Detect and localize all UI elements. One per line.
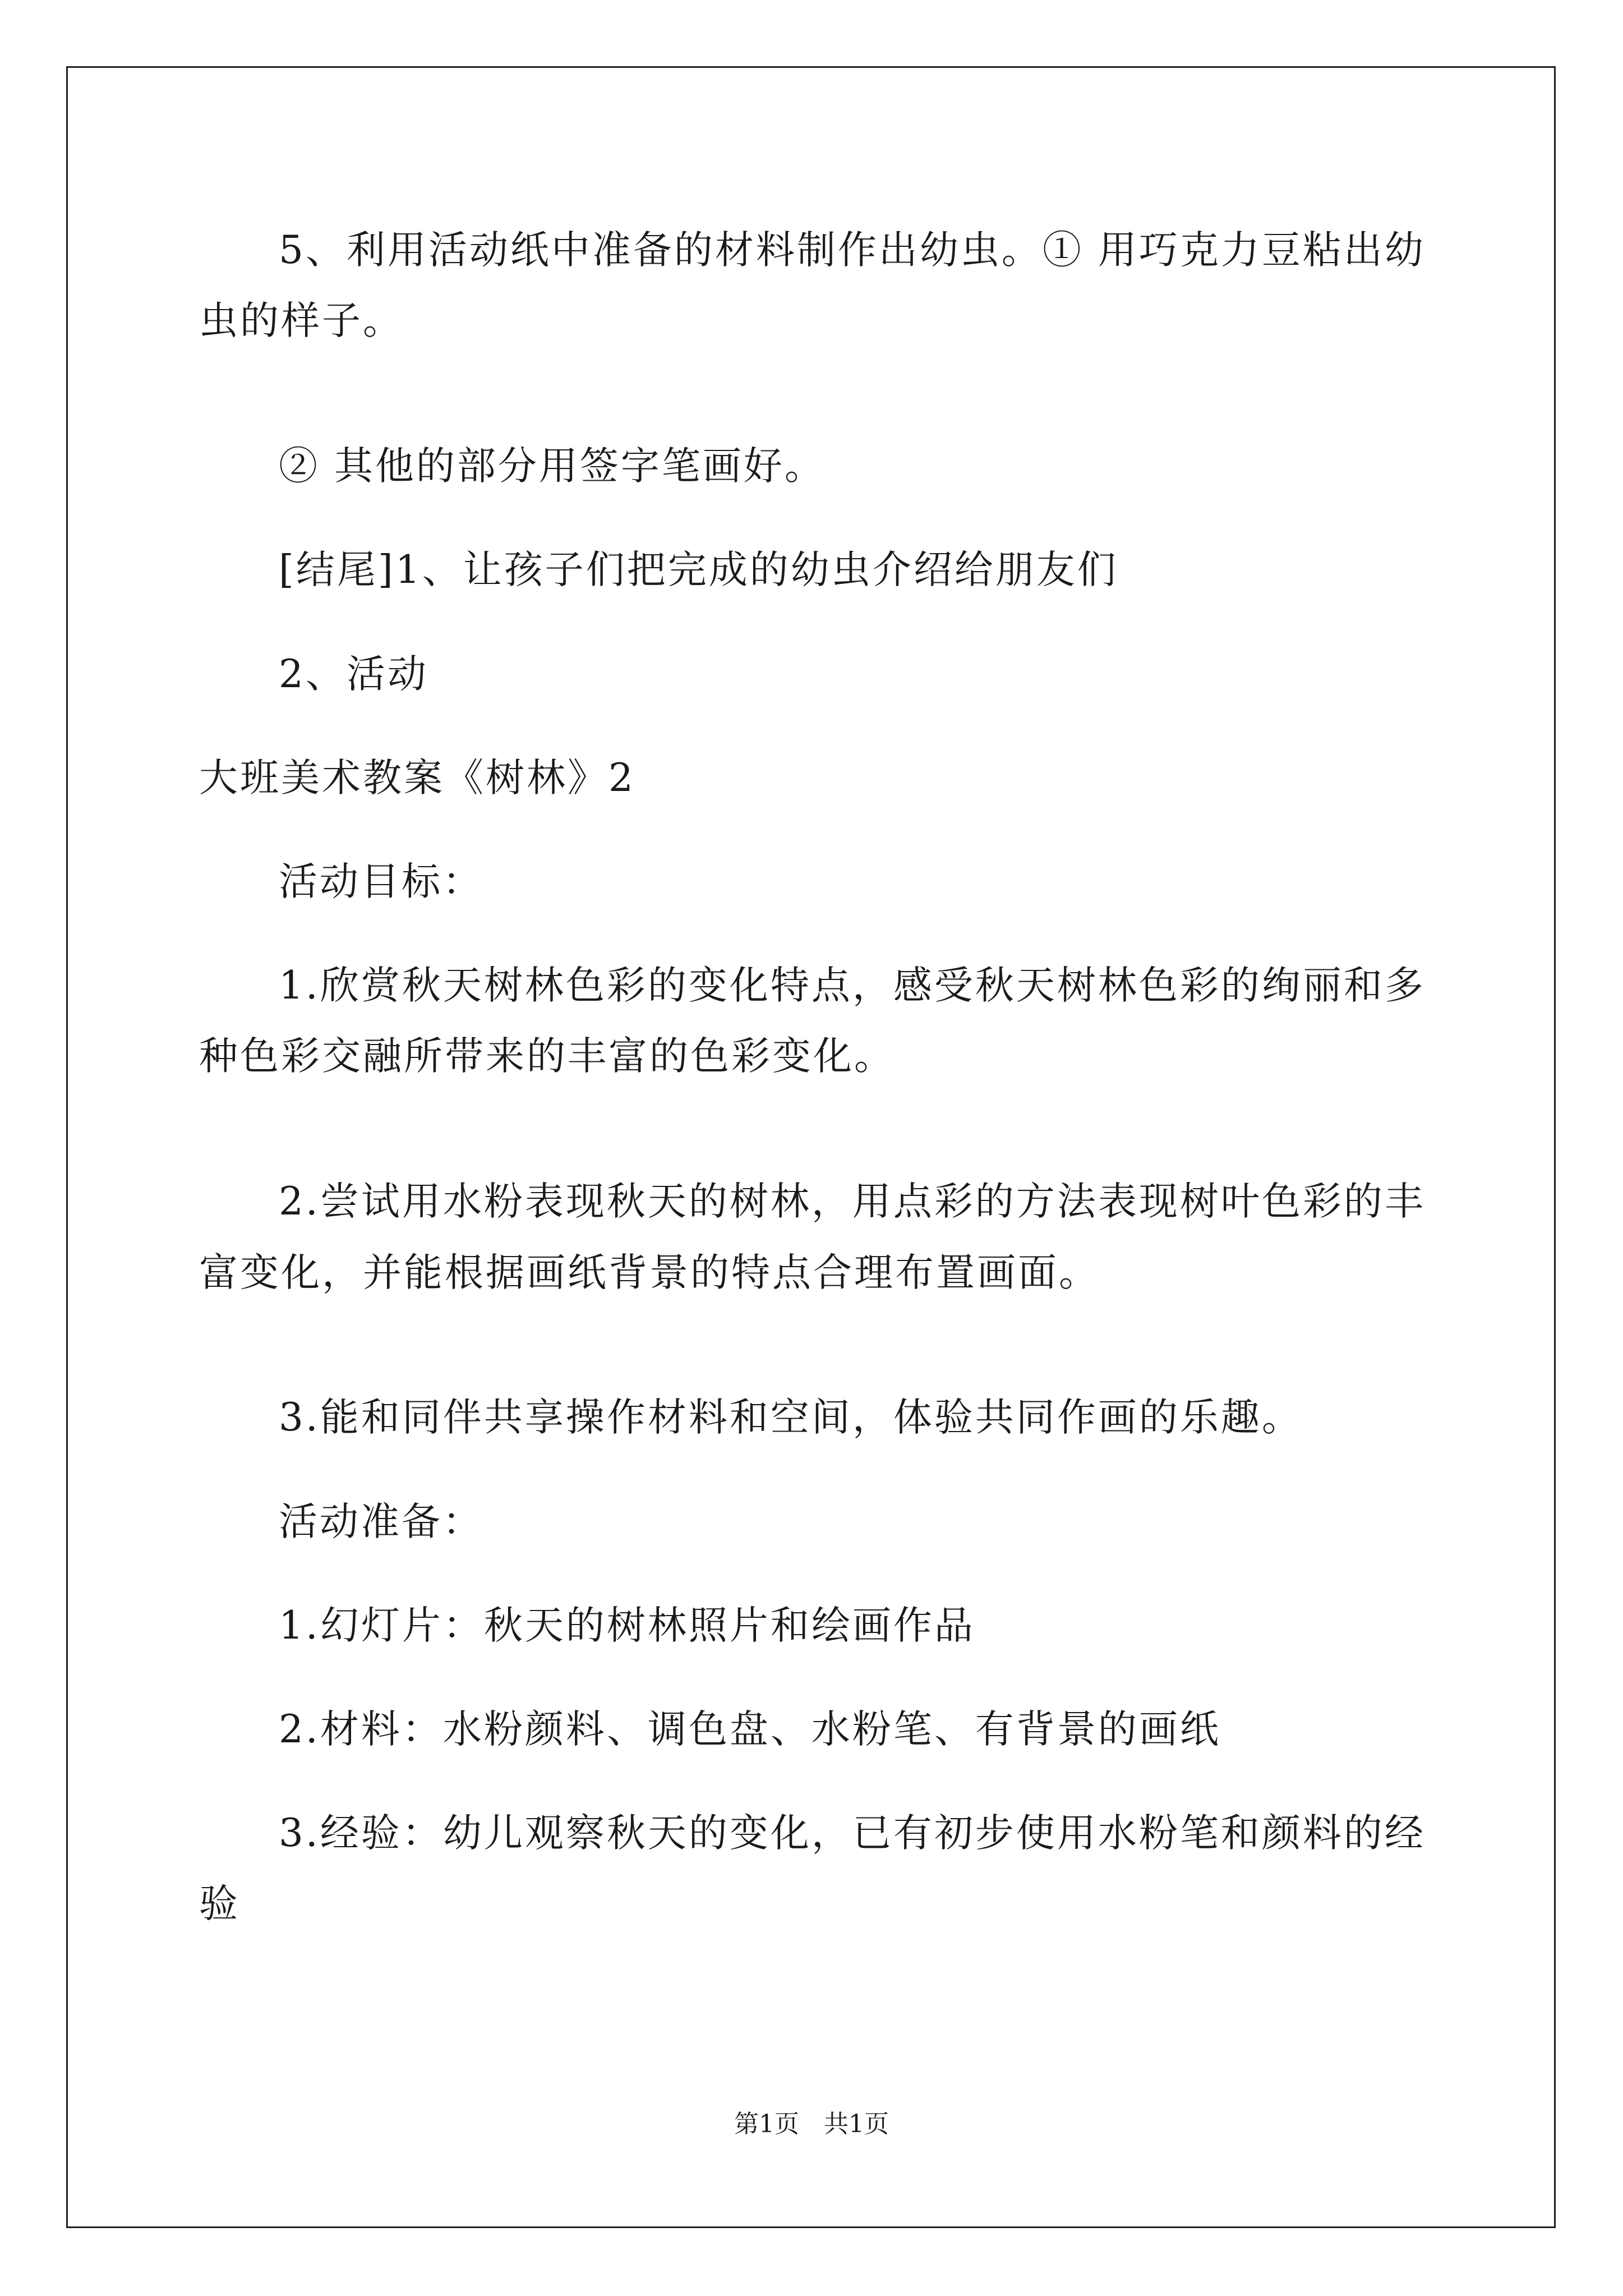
paragraph-line: 种色彩交融所带来的丰富的色彩变化。 xyxy=(199,1034,895,1079)
paragraph-line: [结尾]1、让孩子们把完成的幼虫介绍给朋友们 xyxy=(279,547,1118,592)
paragraph-line: 3.能和同伴共享操作材料和空间，体验共同作画的乐趣。 xyxy=(279,1395,1303,1440)
paragraph-line: 虫的样子。 xyxy=(199,298,404,343)
page-footer: 第1页 共1页 xyxy=(734,2110,889,2138)
section-heading: 大班美术教案《树林》2 xyxy=(199,756,635,800)
paragraph-line: 3.经验：幼儿观察秋天的变化，已有初步使用水粉笔和颜料的经 xyxy=(279,1811,1426,1856)
paragraph-line: 1.欣赏秋天树林色彩的变化特点，感受秋天树林色彩的绚丽和多 xyxy=(279,963,1426,1008)
paragraph-line: 1.幻灯片：秋天的树林照片和绘画作品 xyxy=(279,1603,975,1648)
paragraph-line: 验 xyxy=(199,1881,240,1926)
paragraph-line: 富变化，并能根据画纸背景的特点合理布置画面。 xyxy=(199,1250,1100,1295)
paragraph-line: 活动准备： xyxy=(279,1499,483,1544)
paragraph-line: 5、利用活动纸中准备的材料制作出幼虫。① 用巧克力豆粘出幼 xyxy=(279,228,1426,273)
paragraph-line: ② 其他的部分用签字笔画好。 xyxy=(279,444,826,489)
page-border xyxy=(66,66,1556,2228)
paragraph-line: 2.材料：水粉颜料、调色盘、水粉笔、有背景的画纸 xyxy=(279,1707,1221,1752)
paragraph-line: 2.尝试用水粉表现秋天的树林，用点彩的方法表现树叶色彩的丰 xyxy=(279,1179,1426,1224)
paragraph-line: 活动目标： xyxy=(279,859,483,904)
paragraph-line: 2、活动 xyxy=(279,652,428,697)
